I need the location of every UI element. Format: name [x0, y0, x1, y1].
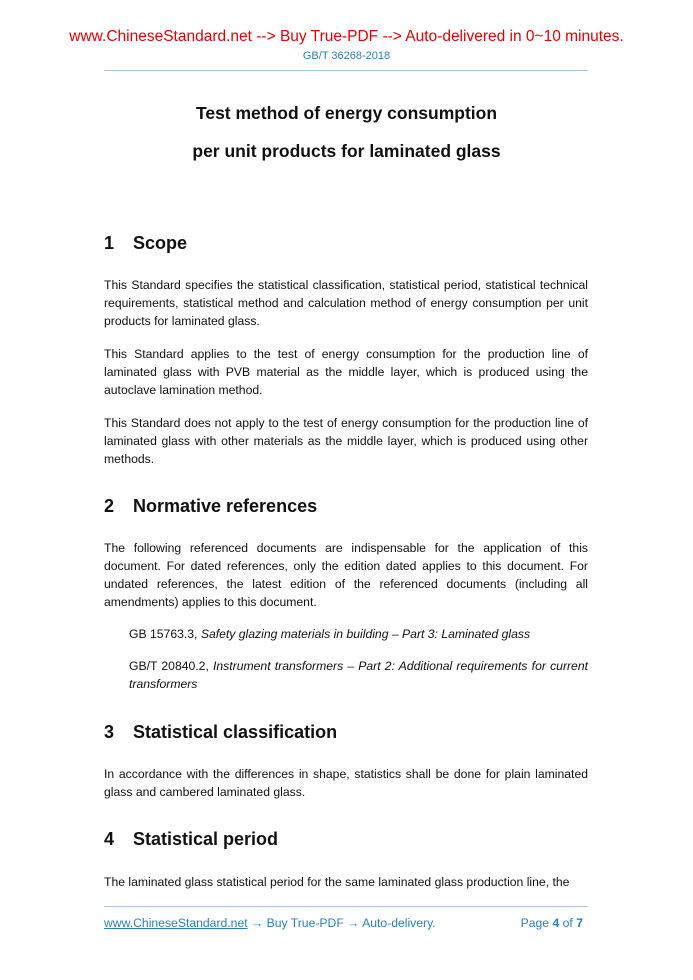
- footer-divider: [104, 906, 588, 907]
- paragraph: The laminated glass statistical period for the same laminated glass production line, the: [104, 875, 570, 889]
- header-divider: [104, 70, 588, 71]
- paragraph: The following referenced documents are indispensable for the application of this document. For dated references, only the edition dated applies to this document. For undated references, the latest edition of the referenced documents (including all amendments) applies to this document.: [104, 541, 588, 609]
- reference-item: [129, 657, 588, 693]
- page-indicator: [521, 916, 583, 930]
- section-title: Statistical period: [133, 829, 279, 849]
- page-label: Page: [520, 916, 550, 930]
- reference-code: GB/T 20840.2,: [129, 659, 209, 673]
- section-number: 3: [104, 722, 115, 742]
- document-title-line-2: per unit products for laminated glass: [192, 141, 501, 161]
- reference-item: [129, 625, 588, 643]
- section-number: 4: [104, 829, 115, 849]
- paragraph: This Standard applies to the test of energy consumption for the production line of laminated glass with PVB material as the middle layer, which is produced using the autoclave lamination method.: [104, 347, 588, 397]
- footer-site-link[interactable]: www.ChineseStandard.net: [104, 916, 248, 930]
- page-of: of: [562, 916, 573, 930]
- section-number: 2: [104, 496, 115, 516]
- footer-text[interactable]: → Buy True-PDF → Auto-delivery.: [247, 916, 436, 930]
- document-title-line-1: Test method of energy consumption: [195, 103, 498, 123]
- section-title: Statistical classification: [133, 722, 338, 742]
- paragraph: This Standard specifies the statistical classification, statistical period, statistical technical requirements, statistical method and calculation method of energy consumption per unit products for laminated glass.: [104, 278, 588, 328]
- reference-code: GB 15763.3,: [129, 627, 198, 641]
- footer: [104, 916, 588, 930]
- reference-title: Instrument transformers – Part 2: Additional requirements for current transformers: [129, 659, 589, 691]
- page-total: 7: [576, 916, 583, 930]
- promo-banner[interactable]: www.ChineseStandard.net --> Buy True-PDF --> Auto-delivered in 0~10 minutes.: [69, 28, 624, 45]
- section-number: 1: [104, 233, 115, 253]
- section-heading-statistical-period: [104, 829, 278, 850]
- section-heading-scope: [104, 233, 187, 254]
- section-title: Normative references: [133, 496, 318, 516]
- paragraph: This Standard does not apply to the test of energy consumption for the production line of laminated glass with other materials as the middle layer, which is produced using other methods.: [104, 416, 588, 466]
- page-current: 4: [552, 916, 560, 930]
- reference-title: Safety glazing materials in building – Part 3: Laminated glass: [200, 627, 531, 641]
- section-title: Scope: [133, 233, 188, 253]
- section-heading-normative-references: [104, 496, 317, 517]
- paragraph: In accordance with the differences in shape, statistics shall be done for plain laminated glass and cambered laminated glass.: [104, 767, 588, 799]
- section-heading-statistical-classification: [104, 722, 337, 743]
- standard-code: GB/T 36268-2018: [302, 50, 391, 62]
